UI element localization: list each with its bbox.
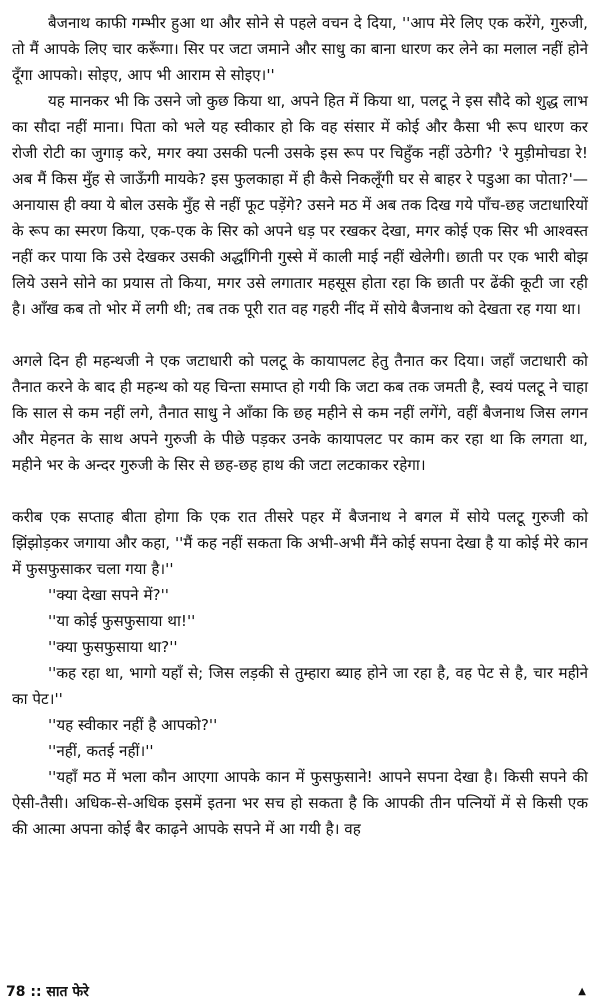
dialogue-line-7: ''यहाँ मठ में भला कौन आएगा आपके कान में फुसफुसाने! आपने सपना देखा है। किसी सपने की ऐसी-तैसी। अधिक-से-अधिक इसमें इतना भर सच हो सकता है कि आपकी तीन पत्नियों में से किसी एक की आत्मा अपना कोई बैर काढ़ने आपके सपने में आ गयी है। वह <box>12 768 588 838</box>
page-body <box>12 10 588 842</box>
dialogue-line-1: ''क्या देखा सपने में?'' <box>48 586 169 604</box>
paragraph-4: करीब एक सप्ताह बीता होगा कि एक रात तीसरे पहर में बैजनाथ ने बगल में सोये पलटू गुरुजी को झिंझोड़कर जगाया और कहा, ''मैं कह नहीं सकता कि अभी-अभी मैंने कोई सपना देखा है या कोई मेरे कान में फुसफुसाकर चला गया है।'' <box>12 508 588 578</box>
dialogue-line-2: ''या कोई फुसफुसाया था!'' <box>48 612 196 630</box>
dialogue-line-6: ''नहीं, कतई नहीं।'' <box>48 742 154 760</box>
paragraph-3: अगले दिन ही महन्थजी ने एक जटाधारी को पलटू के कायापलट हेतु तैनात कर दिया। जहाँ जटाधारी को तैनात करने के बाद ही महन्थ को यह चिन्ता समाप्त हो गयी कि जटा कब तक जमती है, स्वयं पलटू ने चाहा कि साल से कम नहीं लगे, तैनात साधु ने आँका कि छह महीने से कम नहीं लगेंगे, वहीं बैजनाथ जिस लगन और मेहनत के साथ अपने गुरुजी के पीछे पड़कर उनके कायापलट पर काम कर रहा था कि लगता था, महीने भर के अन्दर गुरुजी के सिर से छह-छह हाथ की जटा लटकाकर रहेगा। <box>12 352 588 474</box>
dialogue-line-4: ''कह रहा था, भागो यहाँ से; जिस लड़की से तुम्हारा ब्याह होने जा रहा है, वह पेट से है, चार महीने का पेट।'' <box>12 664 588 708</box>
page-footer: 78 :: सात फेरे <box>6 984 89 1000</box>
dialogue-line-5: ''यह स्वीकार नहीं है आपको?'' <box>48 716 218 734</box>
dialogue-line-3: ''क्या फुसफुसाया था?'' <box>48 638 178 656</box>
paragraph-1: बैजनाथ काफी गम्भीर हुआ था और सोने से पहले वचन दे दिया, ''आप मेरे लिए एक करेंगे, गुरुजी, तो मैं आपके लिए चार करूँगा। सिर पर जटा जमाने और साधु का बाना धारण कर लेने का मलाल नहीं होने दूँगा आपको। सोइए, आप भी आराम से सोइए।'' <box>12 14 588 84</box>
paragraph-2: यह मानकर भी कि उसने जो कुछ किया था, अपने हित में किया था, पलटू ने इस सौदे को शुद्ध लाभ का सौदा नहीं माना। पिता को भले यह स्वीकार हो कि वह संसार में कोई और कैसा भी रूप धारण कर रोजी रोटी का जुगाड़ करे, मगर क्या उसकी पत्नी उसके इस रूप पर चिहुँक नहीं उठेगी? 'रे मुड़ीमोचडा रे! अब मैं किस मुँह से जाऊँगी मायके? इस फुलकाहा में ही कैसे निकलूँगी घर से बाहर रे पडुआ का पोता?'—अनायास ही क्या ये बोल उसके मुँह से नहीं फूट पड़ेंगे? उसने मठ में अब तक दिख गये पाँच-छह जटाधारियों के रूप का स्मरण किया, एक-एक के सिर को अपने धड़ पर रखकर देखा, मगर कोई एक सिर भी आश्वस्त नहीं कर पाया कि उसे देखकर उसकी अर्द्धांगिनी गुस्से में काली माई नहीं खेलेगी। छाती पर एक भारी बोझ लिये उसने सोने का प्रयास तो किया, मगर उसे लगातार महसूस होता रहा कि छाती पर ढेंकी कूटी जा रही है। आँख कब तो भोर में लगी थी; तब तक पूरी रात वह गहरी नींद में सोये बैजनाथ को देखता रह गया था। <box>12 92 588 318</box>
corner-mark-icon: ▲ <box>578 986 586 997</box>
